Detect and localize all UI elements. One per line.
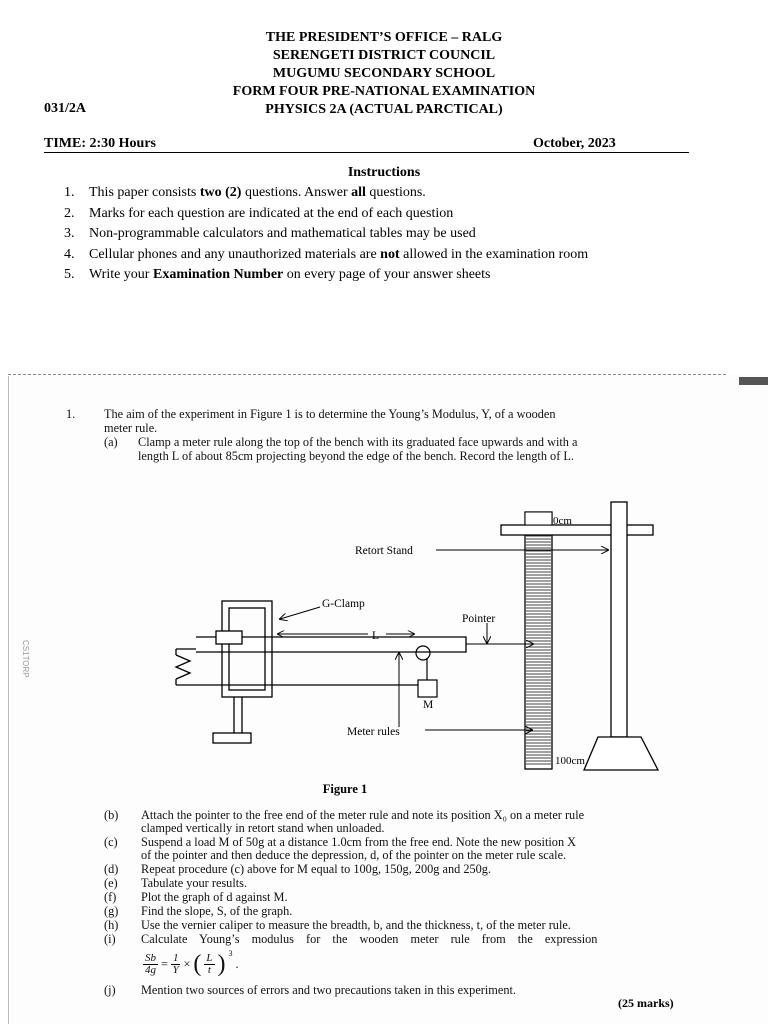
header-rule [44, 152, 689, 153]
header-line-2: SERENGETI DISTRICT COUNCIL [272, 48, 496, 63]
header-line-3: MUGUMU SECONDARY SCHOOL [272, 66, 496, 81]
part-c-line-1: Suspend a load M of 50g at a distance 1.0cm from the free end. Note the new position X [141, 835, 577, 849]
instruction-item: 3. Non-programmable calculators and mathematical tables may be used [64, 226, 476, 241]
header-line-1: THE PRESIDENT’S OFFICE – RALG [265, 30, 503, 45]
question-number: 1. [66, 407, 76, 421]
label-L: L [372, 630, 380, 642]
exam-time: TIME: 2:30 Hours [44, 136, 156, 151]
part-c-line-2: of the pointer and then deduce the depression, d, of the pointer on the meter rule scale. [141, 848, 567, 862]
figure-1-diagram [0, 495, 768, 785]
scan-edge-mark [739, 377, 768, 385]
part-h-text: Use the vernier caliper to measure the breadth, b, and the thickness, t, of the meter rule. [141, 918, 571, 932]
instructions-title: Instructions [347, 165, 421, 180]
part-label: (c) [104, 835, 118, 849]
label-meter-rules: Meter rules [347, 726, 400, 738]
g-clamp [213, 601, 272, 743]
instruction-item: 1. This paper consists two (2) questions. Answer all questions. [64, 185, 426, 200]
instruction-item: 4. Cellular phones and any unauthorized materials are not allowed in the examination room [64, 246, 589, 262]
exam-date: October, 2023 [533, 136, 616, 151]
part-a-line-2: length L of about 85cm projecting beyond the edge of the bench. Record the length of L. [138, 449, 574, 463]
scan-top-edge [8, 374, 726, 375]
part-b-line-1: Attach the pointer to the free end of the meter rule and note its position X₀ on a meter rule [141, 808, 585, 822]
load-mass [416, 646, 437, 697]
label-g-clamp: G-Clamp [322, 598, 365, 610]
label-retort-stand: Retort Stand [355, 545, 413, 557]
question-intro-line-1: The aim of the experiment in Figure 1 is to determine the Young’s Modulus, Y, of a wooden [104, 407, 556, 421]
part-e-text: Tabulate your results. [141, 876, 248, 890]
subject-title: PHYSICS 2A (ACTUAL PARCTICAL) [265, 102, 503, 117]
part-label: (f) [104, 890, 117, 904]
part-label: (j) [104, 983, 116, 997]
part-label: (b) [104, 808, 119, 822]
marks-label: (25 marks) [618, 996, 674, 1010]
part-a-label: (a) [104, 435, 118, 449]
label-M: M [423, 699, 434, 711]
paper-code: 031/2A [44, 101, 86, 116]
part-label: (g) [104, 904, 119, 918]
label-pointer: Pointer [462, 613, 496, 625]
label-100cm: 100cm [555, 755, 585, 767]
youngs-modulus-formula: $\frac{Sb}{4g}$ = $\frac{1}{Y}$ × ( $\frac{L}{t}$ ) 3 . [145, 949, 239, 977]
part-i-text: Calculate Young’s modulus for the wooden meter rule from the expression [141, 932, 598, 946]
instruction-item: 2. Marks for each question are indicated at the end of each question [64, 205, 454, 221]
part-label: (e) [104, 876, 118, 890]
question-intro-line-2: meter rule. [104, 421, 158, 435]
side-code: CS1TORP [21, 640, 30, 678]
part-label: (i) [104, 932, 116, 946]
part-f-text: Plot the graph of d against M. [141, 890, 288, 904]
part-a-line-1: Clamp a meter rule along the top of the bench with its graduated face upwards and with a [138, 435, 578, 449]
part-d-text: Repeat procedure (c) above for M equal to 100g, 150g, 200g and 250g. [141, 862, 492, 876]
label-0cm: 0cm [553, 515, 572, 527]
instructions-list [64, 183, 588, 286]
part-g-text: Find the slope, S, of the graph. [141, 904, 293, 918]
instruction-item: 5. Write your Examination Number on every page of your answer sheets [64, 267, 491, 282]
part-b-line-2: clamped vertically in retort stand when unloaded. [141, 821, 385, 835]
header-line-4: FORM FOUR PRE-NATIONAL EXAMINATION [232, 84, 536, 99]
part-j-text: Mention two sources of errors and two precautions taken in this experiment. [141, 983, 516, 997]
part-label: (d) [104, 862, 119, 876]
gclamp-arrow [280, 607, 320, 619]
figure-caption: Figure 1 [322, 782, 368, 796]
part-label: (h) [104, 918, 119, 932]
